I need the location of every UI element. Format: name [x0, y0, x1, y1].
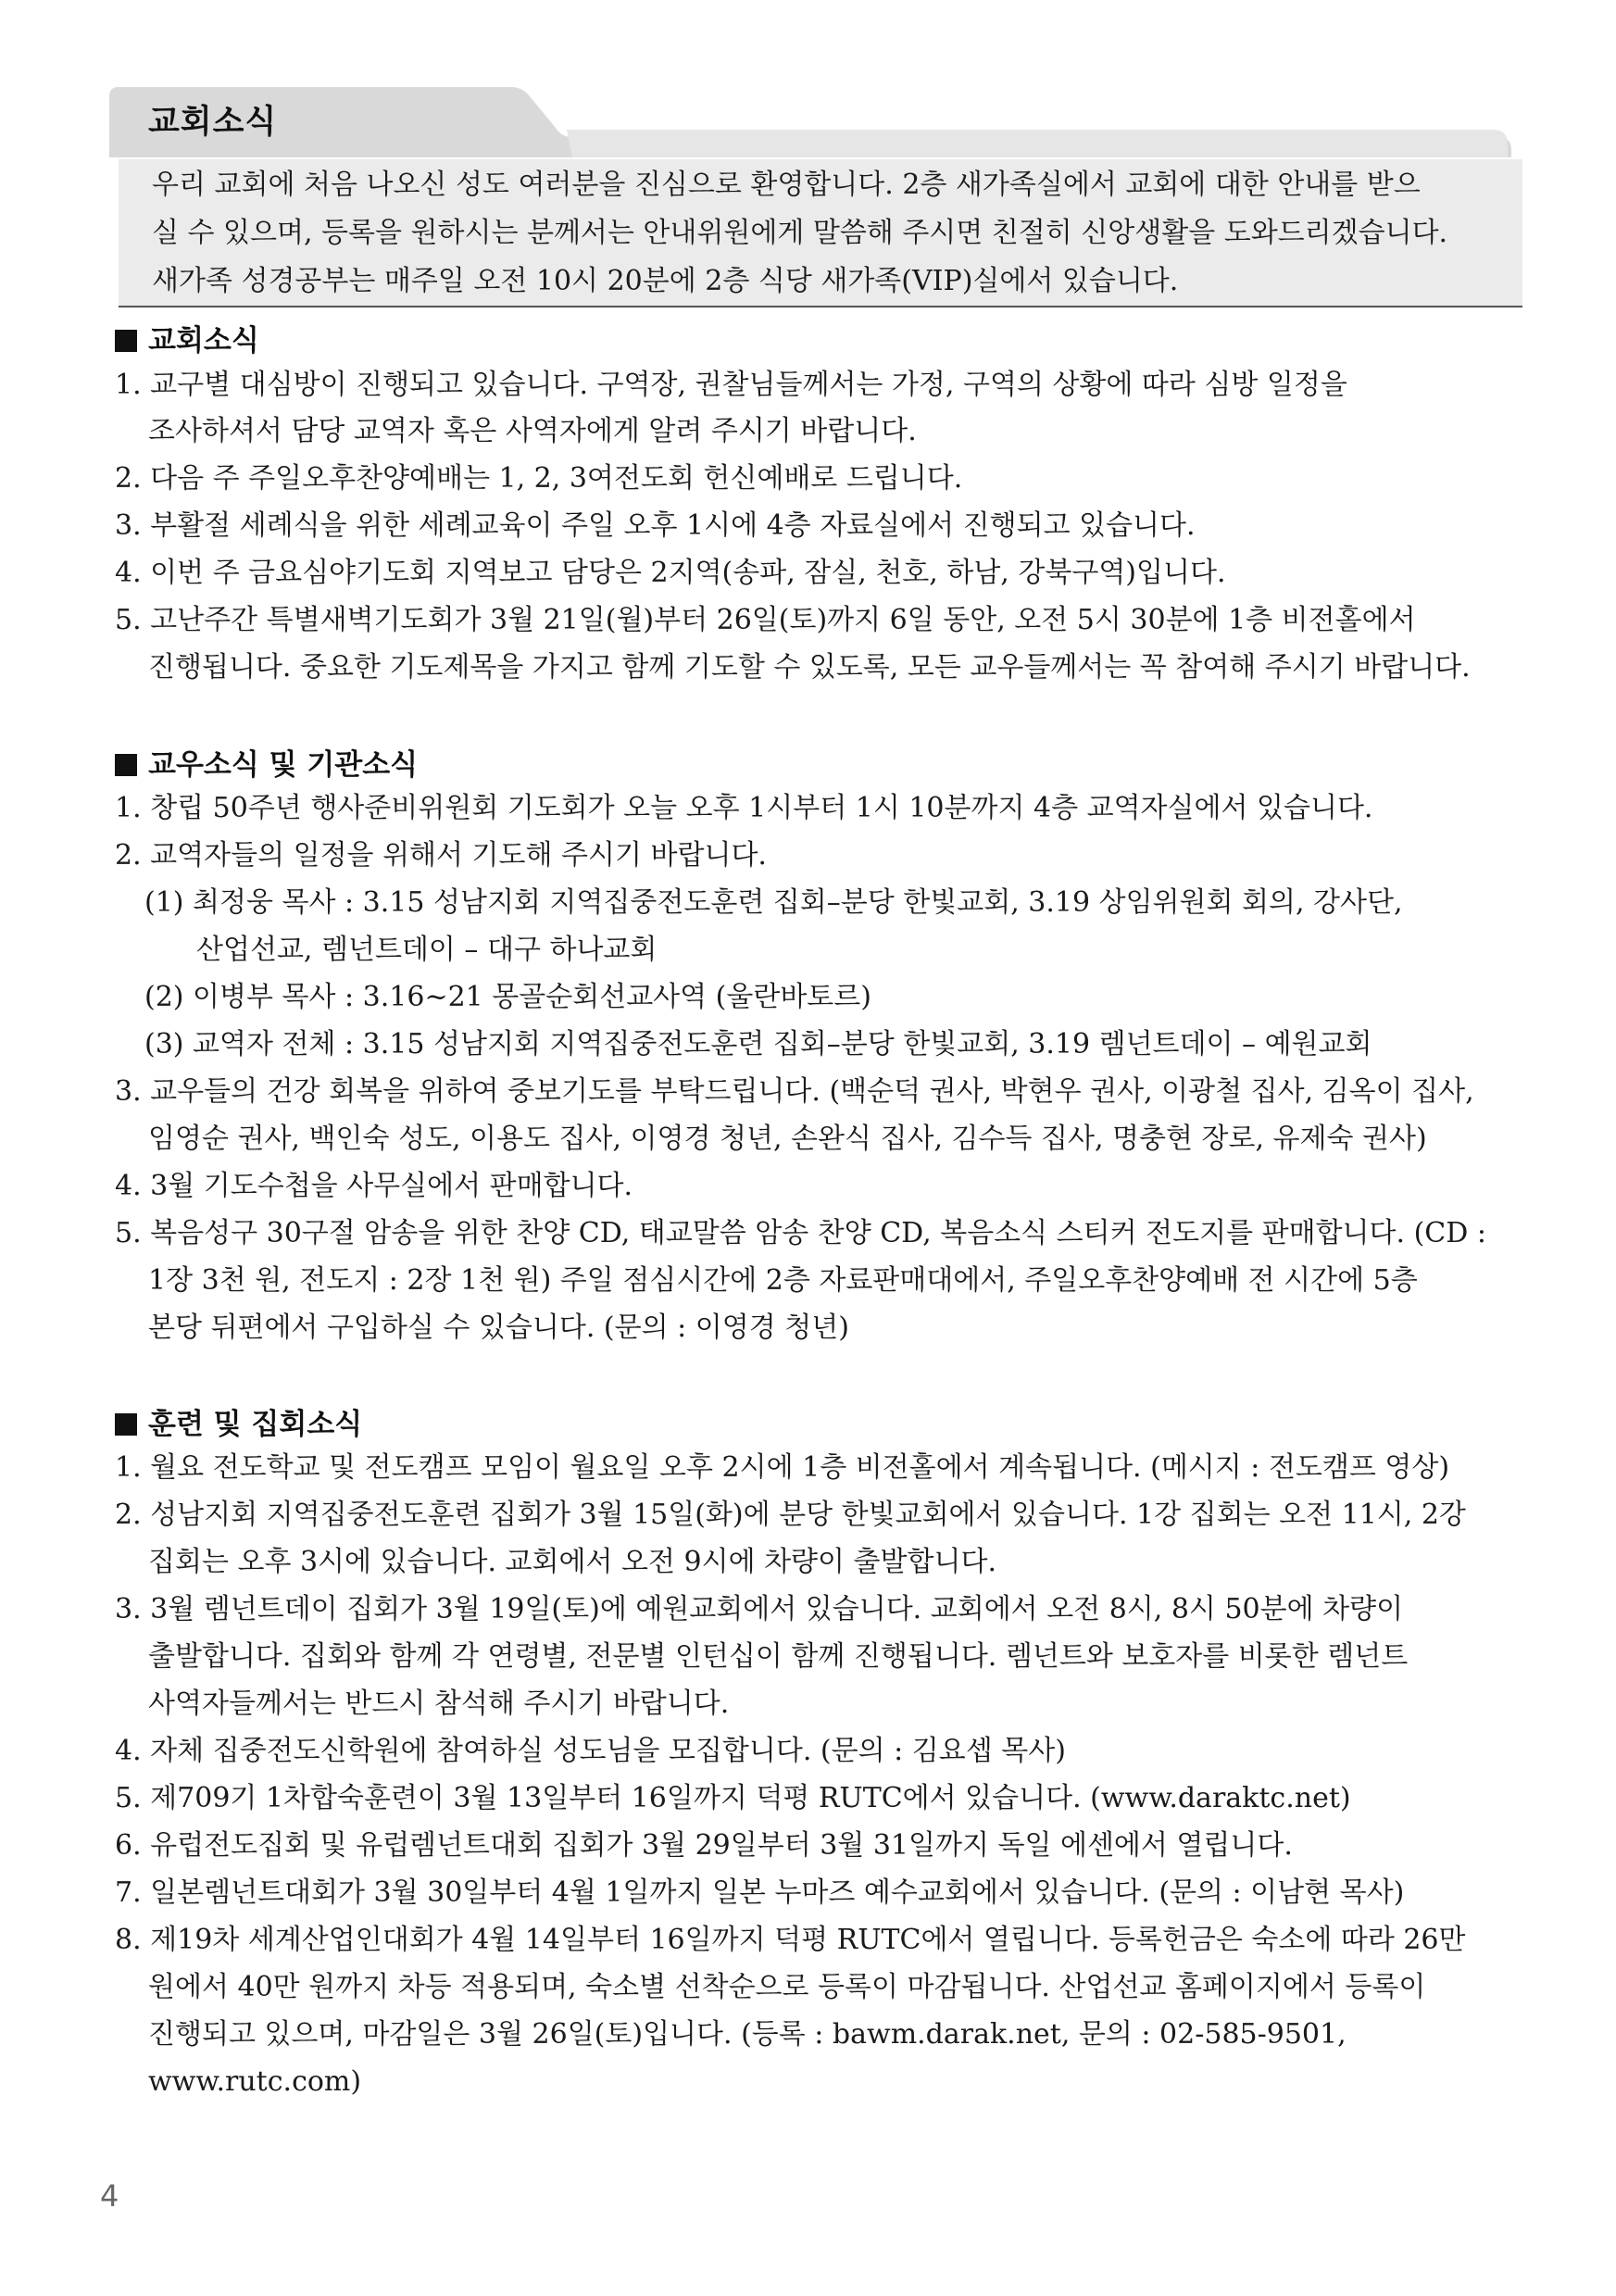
page-title: 교회소식 — [148, 104, 278, 141]
list-item: 3. 3월 렘넌트데이 집회가 3월 19일(토)에 예원교회에서 있습니다. 교회에서 오전 8시, 8시 50분에 차량이 — [115, 1593, 1404, 1625]
list-item: 2. 성남지회 지역집중전도훈련 집회가 3월 15일(화)에 분당 한빛교회에서 있습니다. 1강 집회는 오전 11시, 2강 — [115, 1499, 1466, 1531]
list-item: 4. 이번 주 금요심야기도회 지역보고 담당은 2지역(송파, 잠실, 천호, 하남, 강북구역)입니다. — [115, 557, 1226, 589]
list-item-continuation: www.rutc.com) — [148, 2065, 362, 2098]
sub-list-item: (3) 교역자 전체 : 3.15 성남지회 지역집중전도훈련 집회–분당 한빛교회, 3.19 렘넌트데이 – 예원교회 — [144, 1028, 1372, 1060]
list-item-continuation: 집회는 오후 3시에 있습니다. 교회에서 오전 9시에 차량이 출발합니다. — [148, 1546, 996, 1578]
list-item: 5. 제709기 1차합숙훈련이 3월 13일부터 16일까지 덕평 RUTC에서 있습니다. (www.daraktc.net) — [115, 1782, 1351, 1814]
square-bullet-icon — [115, 754, 137, 776]
list-item: 1. 창립 50주년 행사준비위원회 기도회가 오늘 오후 1시부터 1시 10분까지 4층 교역자실에서 있습니다. — [115, 792, 1373, 824]
list-item: 6. 유럽전도집회 및 유럽렘넌트대회 집회가 3월 29일부터 3월 31일까지 독일 에센에서 열립니다. — [115, 1829, 1293, 1862]
sub-list-item: (2) 이병부 목사 : 3.16~21 몽골순회선교사역 (울란바토르) — [144, 981, 871, 1013]
list-item-continuation: 1장 3천 원, 전도지 : 2장 1천 원) 주일 점심시간에 2층 자료판매대에서, 주일오후찬양예배 전 시간에 5층 — [148, 1264, 1418, 1297]
list-item: 7. 일본렘넌트대회가 3월 30일부터 4월 1일까지 일본 누마즈 예수교회에서 있습니다. (문의 : 이남현 목사) — [115, 1876, 1405, 1909]
list-item: 1. 교구별 대심방이 진행되고 있습니다. 구역장, 권찰님들께서는 가정, 구역의 상황에 따라 심방 일정을 — [115, 369, 1347, 401]
list-item: 1. 월요 전도학교 및 전도캠프 모임이 월요일 오후 2시에 1층 비전홀에서 계속됩니다. (메시지 : 전도캠프 영상) — [115, 1451, 1450, 1484]
list-item: 2. 다음 주 주일오후찬양예배는 1, 2, 3여전도회 헌신예배로 드립니다. — [115, 462, 963, 495]
tab-background-shape — [104, 85, 1511, 157]
section-heading-text: 교회소식 — [148, 324, 259, 358]
welcome-line-1: 우리 교회에 처음 나오신 성도 여러분을 진심으로 환영합니다. 2층 새가족실에서 교회에 대한 안내를 받으 — [152, 169, 1421, 201]
list-item-continuation: 임영순 권사, 백인숙 성도, 이용도 집사, 이영경 청년, 손완식 집사, 김수득 집사, 명충현 장로, 유제숙 권사) — [148, 1123, 1427, 1155]
welcome-line-3: 새가족 성경공부는 매주일 오전 10시 20분에 2층 식당 새가족(VIP)실에서 있습니다. — [152, 265, 1179, 297]
list-item: 5. 고난주간 특별새벽기도회가 3월 21일(월)부터 26일(토)까지 6일 동안, 오전 5시 30분에 1층 비전홀에서 — [115, 604, 1416, 636]
list-item: 2. 교역자들의 일정을 위해서 기도해 주시기 바랍니다. — [115, 839, 767, 872]
section-tab-header — [104, 85, 1511, 157]
section-heading-text: 교우소식 및 기관소식 — [148, 748, 419, 782]
page-number: 4 — [100, 2178, 119, 2214]
list-item-continuation: 진행되고 있으며, 마감일은 3월 26일(토)입니다. (등록 : bawm.darak.net, 문의 : 02-585-9501, — [148, 2018, 1347, 2051]
section-heading-church-news — [115, 317, 259, 358]
list-item: 3. 교우들의 건강 회복을 위하여 중보기도를 부탁드립니다. (백순덕 권사, 박현우 권사, 이광철 집사, 김옥이 집사, — [115, 1075, 1474, 1108]
section-heading-training-news — [115, 1400, 362, 1442]
welcome-notice-box — [119, 159, 1522, 307]
welcome-line-2: 실 수 있으며, 등록을 원하시는 분께서는 안내위원에게 말씀해 주시면 친절히 신앙생활을 도와드리겠습니다. — [152, 217, 1448, 249]
sub-list-item-continuation: 산업선교, 렘넌트데이 – 대구 하나교회 — [196, 934, 658, 966]
list-item: 3. 부활절 세례식을 위한 세례교육이 주일 오후 1시에 4층 자료실에서 진행되고 있습니다. — [115, 509, 1196, 542]
list-item: 5. 복음성구 30구절 암송을 위한 찬양 CD, 태교말씀 암송 찬양 CD, 복음소식 스티커 전도지를 판매합니다. (CD : — [115, 1217, 1486, 1249]
list-item: 8. 제19차 세계산업인대회가 4월 14일부터 16일까지 덕평 RUTC에서 열립니다. 등록헌금은 숙소에 따라 26만 — [115, 1924, 1466, 1956]
list-item-continuation: 사역자들께서는 반드시 참석해 주시기 바랍니다. — [148, 1687, 730, 1720]
list-item-continuation: 본당 뒤편에서 구입하실 수 있습니다. (문의 : 이영경 청년) — [148, 1311, 849, 1344]
list-item-continuation: 조사하셔서 담당 교역자 혹은 사역자에게 알려 주시기 바랍니다. — [148, 415, 917, 447]
section-heading-member-news — [115, 741, 418, 783]
square-bullet-icon — [115, 330, 137, 352]
list-item-continuation: 원에서 40만 원까지 차등 적용되며, 숙소별 선착순으로 등록이 마감됩니다. 산업선교 홈페이지에서 등록이 — [148, 1971, 1426, 2003]
list-item: 4. 자체 집중전도신학원에 참여하실 성도님을 모집합니다. (문의 : 김요셉 목사) — [115, 1735, 1066, 1767]
list-item: 4. 3월 기도수첩을 사무실에서 판매합니다. — [115, 1170, 633, 1202]
section-heading-text: 훈련 및 집회소식 — [148, 1408, 363, 1441]
square-bullet-icon — [115, 1413, 137, 1436]
list-item-continuation: 출발합니다. 집회와 함께 각 연령별, 전문별 인턴십이 함께 진행됩니다. 렘넌트와 보호자를 비롯한 렘넌트 — [148, 1640, 1409, 1673]
sub-list-item: (1) 최정웅 목사 : 3.15 성남지회 지역집중전도훈련 집회–분당 한빛교회, 3.19 상임위원회 회의, 강사단, — [144, 886, 1403, 919]
list-item-continuation: 진행됩니다. 중요한 기도제목을 가지고 함께 기도할 수 있도록, 모든 교우들께서는 꼭 참여해 주시기 바랍니다. — [148, 651, 1471, 684]
